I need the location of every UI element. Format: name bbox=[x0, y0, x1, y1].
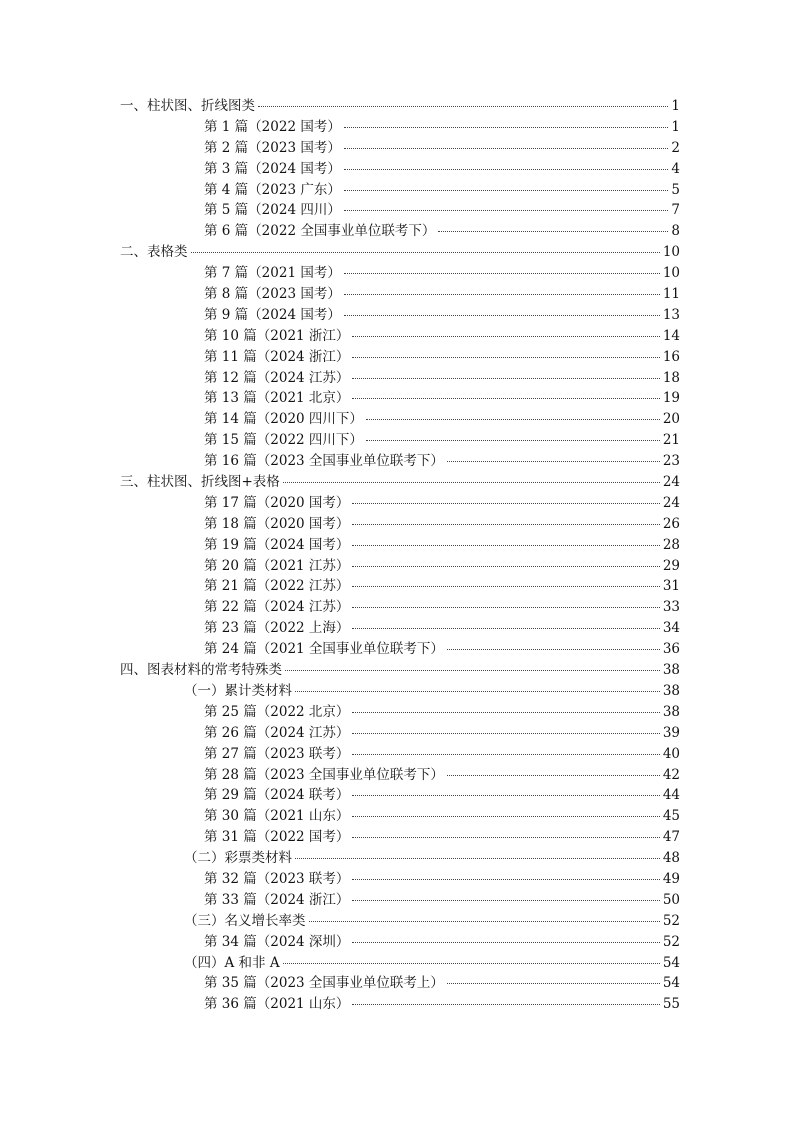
toc-entry-title: 第 32 篇（2023 联考） bbox=[204, 870, 350, 887]
toc-page-number: 54 bbox=[662, 975, 680, 992]
toc-page-number: 8 bbox=[671, 223, 680, 240]
toc-page-number: 16 bbox=[662, 348, 680, 365]
toc-entry-title: 第 15 篇（2022 四川下） bbox=[204, 432, 363, 449]
toc-article-entry[interactable] bbox=[120, 932, 680, 953]
toc-article-entry[interactable] bbox=[120, 535, 680, 556]
toc-page-number: 19 bbox=[662, 390, 680, 407]
toc-dot-leader bbox=[352, 398, 659, 399]
toc-entry-title: 第 33 篇（2024 浙江） bbox=[204, 891, 350, 908]
toc-article-entry[interactable] bbox=[120, 493, 680, 514]
toc-page-number: 52 bbox=[662, 912, 680, 929]
toc-entry-title: 第 26 篇（2024 江苏） bbox=[204, 724, 350, 741]
toc-page-number: 34 bbox=[662, 620, 680, 637]
toc-article-entry[interactable] bbox=[120, 744, 680, 765]
toc-page-number: 36 bbox=[662, 641, 680, 658]
toc-article-entry[interactable] bbox=[120, 994, 680, 1015]
toc-entry-title: 第 18 篇（2020 国考） bbox=[204, 515, 350, 532]
toc-article-entry[interactable] bbox=[120, 597, 680, 618]
toc-entry-title: 第 21 篇（2022 江苏） bbox=[204, 578, 350, 595]
toc-entry-title: 第 22 篇（2024 江苏） bbox=[204, 599, 350, 616]
toc-entry-title: 第 34 篇（2024 深圳） bbox=[204, 933, 350, 950]
toc-dot-leader bbox=[309, 921, 660, 922]
toc-page-number: 23 bbox=[662, 453, 680, 470]
toc-dot-leader bbox=[352, 942, 659, 943]
toc-dot-leader bbox=[283, 963, 660, 964]
toc-article-entry[interactable] bbox=[120, 973, 680, 994]
toc-page-number: 20 bbox=[662, 411, 680, 428]
toc-dot-leader bbox=[285, 670, 660, 671]
toc-entry-title: 第 20 篇（2021 江苏） bbox=[204, 557, 350, 574]
toc-page-number: 5 bbox=[671, 181, 680, 198]
toc-entry-title: 第 19 篇（2024 国考） bbox=[204, 536, 350, 553]
toc-dot-leader bbox=[352, 503, 659, 504]
toc-dot-leader bbox=[447, 461, 660, 462]
toc-entry-title: 第 5 篇（2024 四川） bbox=[204, 202, 341, 219]
toc-dot-leader bbox=[344, 273, 660, 274]
toc-dot-leader bbox=[344, 169, 669, 170]
toc-page-number: 42 bbox=[662, 766, 680, 783]
toc-article-entry[interactable] bbox=[120, 347, 680, 368]
toc-article-entry[interactable] bbox=[120, 869, 680, 890]
toc-section-entry[interactable] bbox=[120, 953, 680, 974]
toc-entry-title: 第 23 篇（2022 上海） bbox=[204, 620, 350, 637]
toc-entry-title: 二、表格类 bbox=[120, 244, 188, 261]
toc-chapter-entry[interactable] bbox=[120, 472, 680, 493]
toc-section-entry[interactable] bbox=[120, 681, 680, 702]
toc-entry-title: 第 9 篇（2024 国考） bbox=[204, 306, 341, 323]
toc-dot-leader bbox=[447, 983, 660, 984]
toc-page-number: 13 bbox=[662, 306, 680, 323]
toc-dot-leader bbox=[447, 649, 660, 650]
toc-dot-leader bbox=[258, 106, 668, 107]
toc-entry-title: 第 16 篇（2023 全国事业单位联考下） bbox=[204, 453, 444, 470]
toc-entry-title: 第 1 篇（2022 国考） bbox=[204, 118, 341, 135]
toc-article-entry[interactable] bbox=[120, 702, 680, 723]
toc-article-entry[interactable] bbox=[120, 827, 680, 848]
toc-article-entry[interactable] bbox=[120, 263, 680, 284]
toc-page-number: 18 bbox=[662, 369, 680, 386]
toc-dot-leader bbox=[352, 1004, 659, 1005]
toc-page-number: 4 bbox=[671, 160, 680, 177]
toc-chapter-entry[interactable] bbox=[120, 96, 680, 117]
toc-dot-leader bbox=[352, 712, 659, 713]
toc-dot-leader bbox=[295, 691, 660, 692]
toc-entry-title: 第 8 篇（2023 国考） bbox=[204, 286, 341, 303]
toc-page-number: 21 bbox=[662, 432, 680, 449]
toc-entry-title: 第 2 篇（2023 国考） bbox=[204, 139, 341, 156]
toc-dot-leader bbox=[352, 586, 659, 587]
toc-dot-leader bbox=[352, 566, 659, 567]
toc-article-entry[interactable] bbox=[120, 221, 680, 242]
toc-article-entry[interactable] bbox=[120, 305, 680, 326]
toc-article-entry[interactable] bbox=[120, 514, 680, 535]
toc-dot-leader bbox=[344, 190, 669, 191]
toc-page-number: 1 bbox=[671, 98, 680, 114]
toc-dot-leader bbox=[295, 858, 660, 859]
toc-page-number: 44 bbox=[662, 787, 680, 804]
toc-entry-title: 第 25 篇（2022 北京） bbox=[204, 703, 350, 720]
toc-page-number: 38 bbox=[662, 662, 680, 679]
toc-article-entry[interactable] bbox=[120, 451, 680, 472]
toc-article-entry[interactable] bbox=[120, 430, 680, 451]
toc-article-entry[interactable] bbox=[120, 409, 680, 430]
toc-dot-leader bbox=[352, 900, 659, 901]
toc-dot-leader bbox=[447, 775, 660, 776]
toc-section-entry[interactable] bbox=[120, 848, 680, 869]
toc-page-number: 24 bbox=[662, 474, 680, 491]
toc-dot-leader bbox=[352, 378, 659, 379]
toc-dot-leader bbox=[352, 879, 659, 880]
toc-entry-title: （三）名义增长率类 bbox=[184, 912, 306, 929]
toc-entry-title: 第 17 篇（2020 国考） bbox=[204, 494, 350, 511]
toc-article-entry[interactable] bbox=[120, 368, 680, 389]
toc-article-entry[interactable] bbox=[120, 576, 680, 597]
toc-page-number: 14 bbox=[662, 327, 680, 344]
toc-page-number: 29 bbox=[662, 557, 680, 574]
toc-article-entry[interactable] bbox=[120, 138, 680, 159]
toc-entry-title: （四）A 和非 A bbox=[184, 954, 280, 971]
toc-dot-leader bbox=[344, 127, 669, 128]
toc-entry-title: 第 31 篇（2022 国考） bbox=[204, 829, 350, 846]
toc-article-entry[interactable] bbox=[120, 806, 680, 827]
toc-entry-title: 第 7 篇（2021 国考） bbox=[204, 265, 341, 282]
toc-dot-leader bbox=[344, 315, 660, 316]
toc-entry-title: 第 35 篇（2023 全国事业单位联考上） bbox=[204, 975, 444, 992]
toc-article-entry[interactable] bbox=[120, 284, 680, 305]
toc-dot-leader bbox=[352, 545, 659, 546]
toc-entry-title: 第 24 篇（2021 全国事业单位联考下） bbox=[204, 641, 444, 658]
toc-entry-title: 三、柱状图、折线图+表格 bbox=[120, 474, 280, 491]
toc-dot-leader bbox=[366, 440, 660, 441]
toc-entry-title: 第 30 篇（2021 山东） bbox=[204, 808, 350, 825]
toc-page-number: 24 bbox=[662, 494, 680, 511]
toc-entry-title: 第 36 篇（2021 山东） bbox=[204, 996, 350, 1013]
toc-page-number: 38 bbox=[662, 703, 680, 720]
toc-article-entry[interactable] bbox=[120, 890, 680, 911]
toc-dot-leader bbox=[352, 607, 659, 608]
toc-entry-title: 第 13 篇（2021 北京） bbox=[204, 390, 350, 407]
toc-article-entry[interactable] bbox=[120, 785, 680, 806]
toc-article-entry[interactable] bbox=[120, 765, 680, 786]
toc-entry-title: 第 27 篇（2023 联考） bbox=[204, 745, 350, 762]
toc-entry-title: 第 10 篇（2021 浙江） bbox=[204, 327, 350, 344]
toc-entry-title: 第 3 篇（2024 国考） bbox=[204, 160, 341, 177]
toc-chapter-entry[interactable] bbox=[120, 660, 680, 681]
toc-dot-leader bbox=[352, 628, 659, 629]
toc-entry-title: 第 4 篇（2023 广东） bbox=[204, 181, 341, 198]
toc-page-number: 45 bbox=[662, 808, 680, 825]
toc-page-number: 40 bbox=[662, 745, 680, 762]
toc-page-number: 33 bbox=[662, 599, 680, 616]
toc-entry-title: 第 12 篇（2024 江苏） bbox=[204, 369, 350, 386]
toc-entry-title: 第 6 篇（2022 全国事业单位联考下） bbox=[204, 223, 436, 240]
toc-page-number: 52 bbox=[662, 933, 680, 950]
toc-dot-leader bbox=[352, 733, 659, 734]
toc-page-number: 31 bbox=[662, 578, 680, 595]
toc-page-number: 38 bbox=[662, 682, 680, 699]
toc-page-number: 11 bbox=[662, 286, 680, 303]
table-of-contents bbox=[120, 96, 680, 1015]
toc-dot-leader bbox=[344, 294, 660, 295]
toc-dot-leader bbox=[352, 795, 659, 796]
toc-article-entry[interactable] bbox=[120, 556, 680, 577]
toc-dot-leader bbox=[352, 837, 659, 838]
toc-entry-title: （一）累计类材料 bbox=[184, 682, 292, 699]
toc-dot-leader bbox=[283, 482, 660, 483]
toc-entry-title: 第 29 篇（2024 联考） bbox=[204, 787, 350, 804]
toc-page-number: 55 bbox=[662, 996, 680, 1013]
toc-page-number: 28 bbox=[662, 536, 680, 553]
toc-entry-title: 第 14 篇（2020 四川下） bbox=[204, 411, 363, 428]
toc-article-entry[interactable] bbox=[120, 639, 680, 660]
toc-article-entry[interactable] bbox=[120, 618, 680, 639]
toc-dot-leader bbox=[344, 148, 669, 149]
toc-article-entry[interactable] bbox=[120, 159, 680, 180]
toc-dot-leader bbox=[352, 336, 659, 337]
toc-article-entry[interactable] bbox=[120, 180, 680, 201]
toc-page-number: 49 bbox=[662, 870, 680, 887]
toc-dot-leader bbox=[438, 231, 668, 232]
toc-dot-leader bbox=[352, 816, 659, 817]
toc-page-number: 47 bbox=[662, 829, 680, 846]
toc-dot-leader bbox=[191, 252, 660, 253]
toc-page-number: 10 bbox=[662, 244, 680, 261]
toc-page-number: 2 bbox=[671, 139, 680, 156]
toc-article-entry[interactable] bbox=[120, 117, 680, 138]
toc-page-number: 10 bbox=[662, 265, 680, 282]
toc-entry-title: 四、图表材料的常考特殊类 bbox=[120, 662, 282, 679]
toc-entry-title: 第 28 篇（2023 全国事业单位联考下） bbox=[204, 766, 444, 783]
toc-entry-title: 一、柱状图、折线图类 bbox=[120, 98, 255, 114]
toc-article-entry[interactable] bbox=[120, 388, 680, 409]
toc-section-entry[interactable] bbox=[120, 911, 680, 932]
toc-page-number: 26 bbox=[662, 515, 680, 532]
toc-entry-title: 第 11 篇（2024 浙江） bbox=[204, 348, 350, 365]
toc-page-number: 39 bbox=[662, 724, 680, 741]
toc-chapter-entry[interactable] bbox=[120, 242, 680, 263]
toc-entry-title: （二）彩票类材料 bbox=[184, 850, 292, 867]
toc-dot-leader bbox=[352, 524, 659, 525]
toc-article-entry[interactable] bbox=[120, 200, 680, 221]
toc-dot-leader bbox=[352, 357, 659, 358]
toc-dot-leader bbox=[366, 419, 660, 420]
toc-page-number: 54 bbox=[662, 954, 680, 971]
toc-page-number: 48 bbox=[662, 850, 680, 867]
toc-page-number: 50 bbox=[662, 891, 680, 908]
toc-article-entry[interactable] bbox=[120, 723, 680, 744]
toc-page-number: 7 bbox=[671, 202, 680, 219]
toc-dot-leader bbox=[344, 210, 669, 211]
toc-article-entry[interactable] bbox=[120, 326, 680, 347]
toc-dot-leader bbox=[352, 754, 659, 755]
toc-page-number: 1 bbox=[671, 118, 680, 135]
